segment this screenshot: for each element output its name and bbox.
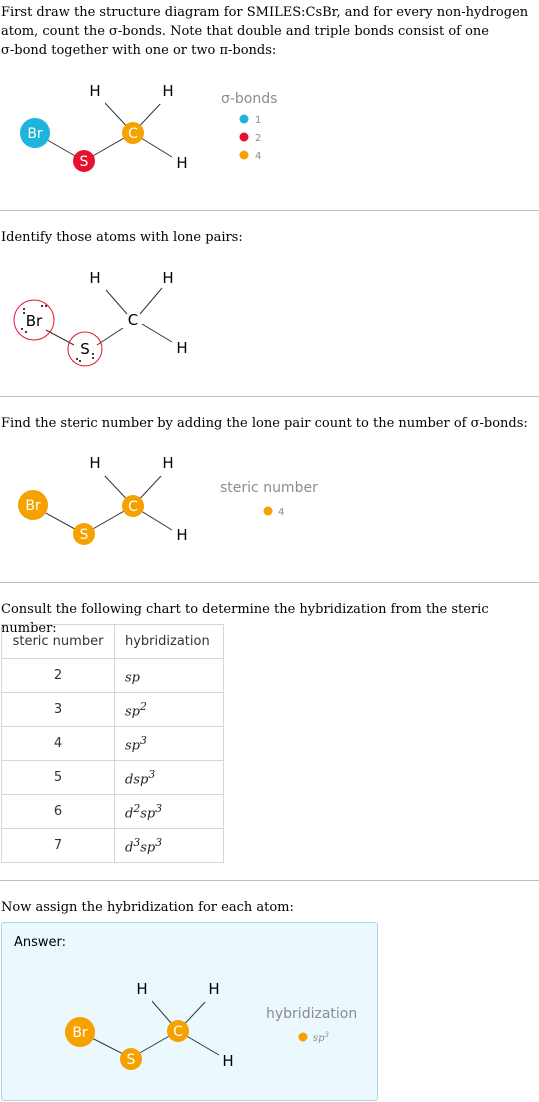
table-row: 3 $sp^2$ xyxy=(2,693,224,727)
atom-h: H xyxy=(89,82,101,100)
svg-text:C: C xyxy=(128,499,138,515)
hybridization-legend-title: hybridization xyxy=(266,1006,358,1022)
svg-text:Br: Br xyxy=(72,1025,88,1041)
divider xyxy=(0,210,539,211)
sigma-legend-title: σ-bonds xyxy=(221,91,278,107)
steric-diagram xyxy=(0,448,200,558)
table-row: 7 $d^3sp^3$ xyxy=(2,829,224,863)
svg-text:S: S xyxy=(79,154,89,170)
steric-legend xyxy=(215,472,345,522)
sigma-legend-item: 2 xyxy=(255,133,262,144)
svg-text:H: H xyxy=(176,339,188,357)
intro-line-2: atom, count the σ-bonds. Note that double and triple bonds consist of one xyxy=(1,24,489,39)
svg-text:H: H xyxy=(162,269,174,287)
hybridization-legend xyxy=(262,998,382,1048)
svg-text:Br: Br xyxy=(27,126,43,142)
sigma-legend xyxy=(215,85,335,165)
svg-text:C: C xyxy=(173,1024,183,1040)
svg-text:C: C xyxy=(128,126,138,142)
hybridization-legend-item: $sp^3$ xyxy=(313,1031,330,1044)
table-row: 5 dsp$^3$ xyxy=(2,761,224,795)
table-header: steric number xyxy=(2,625,115,659)
intro-line-1: First draw the structure diagram for SMILES:CsBr, and for every non-hydrogen xyxy=(1,5,529,20)
svg-text:S: S xyxy=(80,340,90,358)
svg-text:S: S xyxy=(79,527,89,543)
svg-text:H: H xyxy=(176,526,188,544)
answer-diagram xyxy=(47,975,247,1085)
divider xyxy=(0,880,539,881)
svg-text:Br: Br xyxy=(25,312,43,330)
table-row: 2 sp xyxy=(2,659,224,693)
svg-text:H: H xyxy=(136,980,148,998)
table-row: 6 $d^2sp^3$ xyxy=(2,795,224,829)
svg-text:H: H xyxy=(222,1052,234,1070)
atom-h: H xyxy=(162,82,174,100)
svg-text:H: H xyxy=(89,454,101,472)
assign-instruction: Now assign the hybridization for each atom: xyxy=(1,900,294,915)
hybridization-table xyxy=(1,624,224,863)
divider xyxy=(0,582,539,583)
steric-instruction: Find the steric number by adding the lone pair count to the number of σ-bonds: xyxy=(1,416,528,431)
chart-instruction: Consult the following chart to determine the hybridization from the steric number: xyxy=(1,602,489,636)
svg-text:Br: Br xyxy=(25,498,41,514)
atom-h: H xyxy=(176,154,188,172)
table-header: hybridization xyxy=(115,625,224,659)
sigma-bond-diagram xyxy=(0,75,200,195)
steric-legend-item: 4 xyxy=(278,507,285,518)
steric-legend-title: steric number xyxy=(220,480,318,496)
table-row: 4 $sp^3$ xyxy=(2,727,224,761)
svg-text:S: S xyxy=(126,1052,136,1068)
lone-pair-instruction: Identify those atoms with lone pairs: xyxy=(1,230,243,245)
svg-text:H: H xyxy=(89,269,101,287)
lone-pair-diagram xyxy=(0,262,200,372)
intro-line-3: σ-bond together with one or two π-bonds: xyxy=(1,43,277,58)
svg-text:H: H xyxy=(162,454,174,472)
divider xyxy=(0,396,539,397)
sigma-legend-item: 1 xyxy=(255,115,262,126)
sigma-legend-item: 4 xyxy=(255,151,262,162)
svg-text:C: C xyxy=(127,311,139,329)
svg-text:H: H xyxy=(208,980,220,998)
answer-label: Answer: xyxy=(14,935,67,950)
